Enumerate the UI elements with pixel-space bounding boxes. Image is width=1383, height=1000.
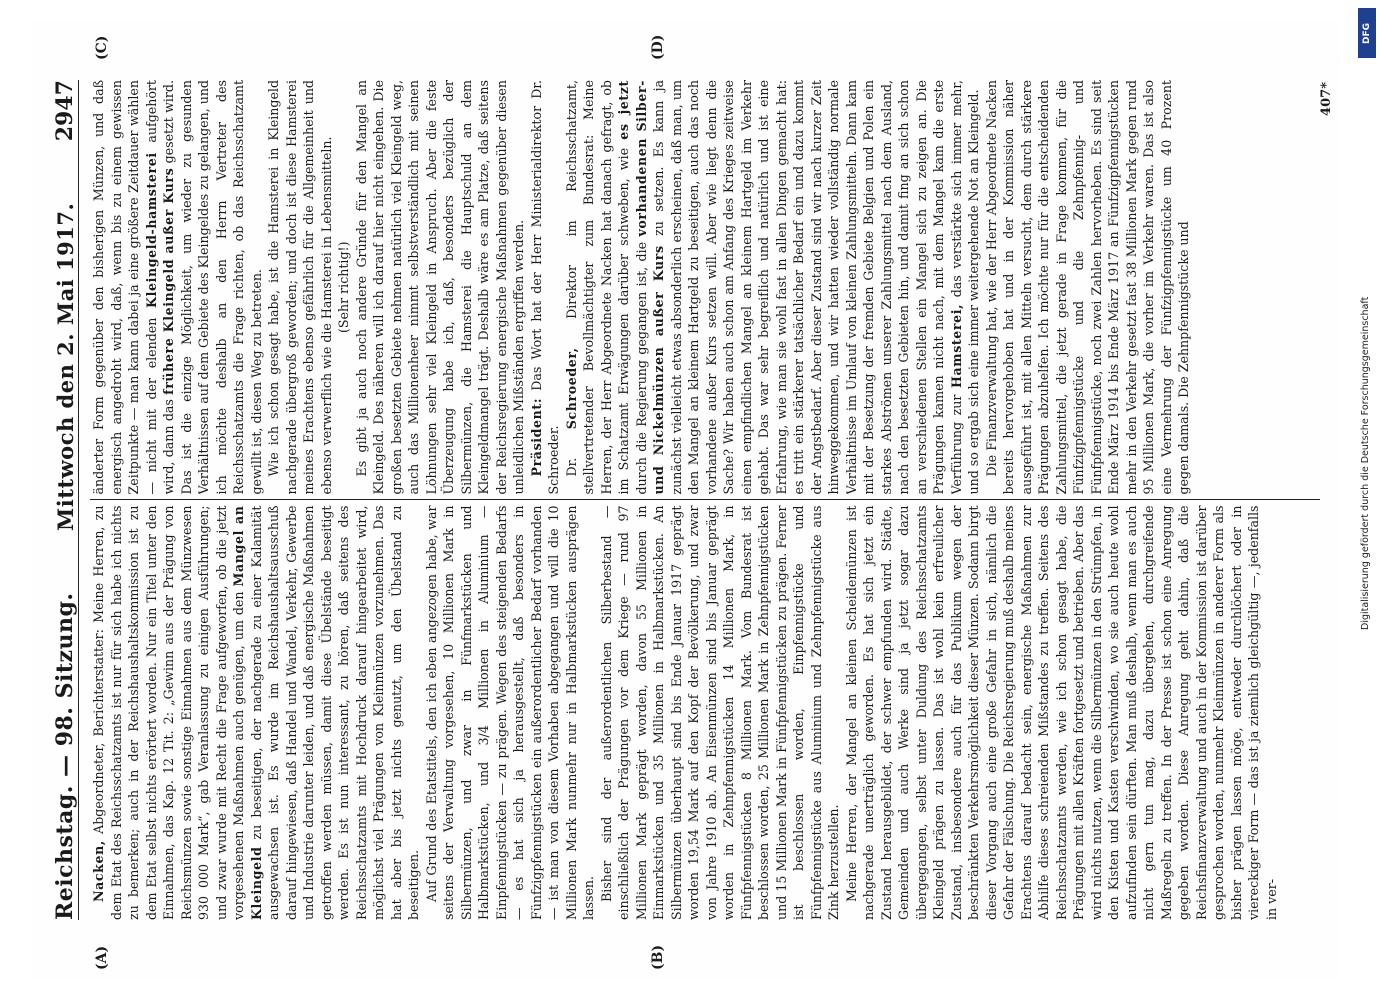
paragraph-text: Das Wort hat der Herr Ministerialdirektor Dr. Schroeder. — [528, 80, 561, 495]
paragraph-text: das verstärkte sich immer mehr, und so ergab sich eine immer weitergehende Not an Kleingeld. — [948, 80, 981, 495]
header-left: Reichstag. — 98. Sitzung. — [52, 592, 78, 920]
column-divider — [90, 500, 1320, 501]
paragraph-text: zu setzen. Es kann ja zunächst vielleicht etwas absonderlich erscheinen, daß man, um den Mangel an kleinem Hartgeld zu beseitigen, auch das noch vorhandene außer Kurs setzen will. Aber wie liegt denn die Sache? Wir haben auch schon am Anfang des Krieges zeitweise einen empfindlichen Mangel an kleinem Hartgeld im Verkehr gehabt. Das war sehr begreiflich und natürlich und ist eine Erfahrung, wie man sie wohl fast in allen Dingen gemacht hat: es tritt ein stärkerer tatsächlicher Bedarf ein und dazu kommt der Angstbedarf. Aber dieser Zustand sind wir nach kurzer Zeit hinweggekommen, und wir hatten wieder vollständig normale Verhältnisse im Umlauf von kleinen Zahlungsmitteln. Dann kam mit der Besetzung der fremden Gebiete Belgien und Polen ein starkes Abströmen unserer Zahlungsmittel nach dem Ausland, nach den besetzten Gebieten hin, und damit fing an sich schon an verschiedenen Stellen ein Mangel sich zu zeigen an. Die Prägungen kamen nicht nach, mit dem Mangel kam die erste Verführung zur — [651, 80, 964, 495]
paragraph-text: durch die Regierung gegangen ist, die — [633, 236, 649, 495]
margin-marker-c: (C) — [94, 35, 110, 60]
emphasis: Hamsterei, — [948, 303, 964, 388]
paragraph: Es gibt ja auch noch andere Gründe für den Mangel an Kleingeld. Des näheren will ich darauf hier nicht eingehen. Die großen besetzten Gebiete nehmen natürlich viel Kleingeld weg, auch das Millionenheer nimmt selbstverständlich mit seinen Löhnungen sehr viel Kleingeld in Anspruch. Aber die feste Überzeugung habe ich, daß, besonders bezüglich der Silbermünzen, die Hamsterei die Hauptschuld an dem Kleingeldmangel trägt. Deshalb wäre es am Platze, daß seitens der Reichsregierung energische Maßnahmen gegenüber diesen unleidlichen Mißständen ergriffen werden. — [353, 80, 526, 495]
paragraph-text: zu beseitigen, der nachgerade zu einer Kalamität ausgewachsen ist. Es wurde im Reichshaushaltsausschuß darauf hingewiesen, daß Handel und Wandel, Verkehr, Gewerbe und Industrie darunter leiden, und daß energische Maßnahmen getroffen werden müssen, damit diese Übelstände beseitigt werden. Es ist nun interessant, zu hören, daß seitens des Reichsschatzamts mit Hochdruck darauf hingearbeitet wird, möglichst viel Prägungen von Kleinmünzen vorzunehmen. Das hat aber bis jetzt nichts genutzt, um den Übelstand zu beseitigen. — [248, 505, 421, 920]
emphasis: frühere Kleingeld außer Kurs — [161, 167, 176, 395]
paragraph: Bisher sind der außerordentlichen Silberbestand — einschließlich der Prägungen vor dem Kriege — rund 97 Millionen Mark geprägt worden, davon 55 Millionen in Einmarkstücken und 35 Millionen in Halbmarkstücken. An Silbermünzen überhaupt sind bis Ende Januar 1917 geprägt worden 19,54 Mark auf den Kopf der Bevölkerung, und zwar von Jahre 1910 ab. An Eisenmünzen sind bis Januar geprägt worden in Zehnpfennigstücken 14 Millionen Mark, in Fünfpfennigstücken 8 Millionen Mark. Vom Bundesrat ist beschlossen worden, 25 Millionen Mark in Zehnpfennigstücken und 15 Millionen Mark in Fünfpfennigstücken zu prägen. Ferner ist beschlossen worden, Einpfennigstücke und Fünfpfennigstücke aus Aluminium und Zehnpfennigstücke aus Zink herzustellen. — [598, 505, 841, 920]
paragraph-text: änderter Form gegenüber den bisherigen Münzen, und daß energisch angedroht wird, daß, wenn bis zu einem gewissen Zeitpunkte — man kann dabei ja eine größere Zeitdauer wählen — nicht mit der elenden — [91, 80, 159, 495]
speaker-name: Schroeder, — [563, 347, 579, 430]
speaker-name: Nacken, — [91, 840, 106, 902]
page-number: 2947 — [52, 80, 78, 142]
digitization-stamp — [1350, 0, 1383, 1000]
left-column — [90, 506, 1320, 921]
paragraph-text: Dr. — [563, 429, 579, 477]
text-columns — [90, 80, 1320, 920]
digitization-credit: Digitalisierung gefördert durch die Deutsche Forschungsgemeinschaft — [1360, 296, 1371, 630]
footer-signature: 407* — [1319, 82, 1334, 116]
emphasis: Kleingeld-hamsterei — [143, 152, 159, 308]
paragraph: Die Finanzverwaltung hat, wie der Herr Abgeordnete Nacken bereits hervorgehoben hat und in der Kommission näher ausgeführt ist, mit allen Mitteln versucht, dem durch stärkere Prägungen abzuhelfen. Ich möchte nur für die entscheidenden Zahlungsmittel, die jetzt gerade in Frage kommen, für die Fünfzigpfennigstücke und die Zehnpfennig- und Fünfpfennigstücke, noch zwei Zahlen hervorheben. Es sind seit Ende März 1914 bis Ende März 1917 an Fünfzigpfennigstücken mehr in den Verkehr gesetzt fast 38 Millionen Mark gegen rund 95 Millionen Mark, die vorher im Verkehr waren. Das ist also eine Vermehrung der Fünfzigpfennigstücke um 40 Prozent gegen damals. Die Zehnpfennigstücke und — [983, 80, 1191, 495]
margin-marker-d: (D) — [650, 34, 666, 60]
paragraph — [90, 506, 423, 921]
margin-marker-b: (B) — [650, 944, 666, 970]
paragraph: Meine Herren, der Mangel an kleinen Scheidemünzen ist nachgerade unerträglich geworden. Es hat sich jetzt ein Zustand herausgebildet, der schwer empfunden wird. Städte, Gemeinden und auch Werke sind ja jetzt sogar dazu übergegangen, selbst unter Duldung des Reichsschatzamts Kleingeld prägen zu lassen. Das ist wohl kein erfreulicher Zustand, insbesondere auch für das Publikum wegen der beschränkten Verkehrsmöglichkeit dieser Münzen. Sodann birgt dieser Vorgang auch eine große Gefahr in sich, nämlich die Gefahr der Fälschung. Die Reichsregierung muß deshalb meines Erachtens darauf bedacht sein, energische Maßnahmen zur Abhilfe dieses schreienden Mißstandes zu treffen. Seitens des Reichsschatzamts werden, wie ich schon gesagt habe, die Prägungen mit allen Kräften fortgesetzt und betrieben. Aber das wird nichts nutzen, wenn die Silbermünzen in den Strümpfen, in den Kisten und Kasten verschwinden, wo sie auch heute wohl aufzufinden sein dürften. Man muß deshalb, wenn man es auch nicht gern tun mag, dazu übergehen, durchgreifende Maßregeln zu treffen. In der Presse ist schon eine Anregung gegeben worden. Diese Anregung geht dahin, daß die Reichsfinanzverwaltung und auch in der Kommission ist darüber gesprochen worden, nunmehr Kleinmünzen in anderer Form als bisher prägen lassen möge, entweder durchlöchert oder in viereckiger Form — das ist ja ziemlich gleichgültig —, jedenfalls in ver- — [843, 505, 1279, 920]
paragraph-text: Direktor im Reichsschatzamt, stellvertretender Bevollmächtigter zum Bundesrat: Meine Herren, der Herr Abgeordnete Nacken hat danach gefragt, ob im Schatzamt Erwägungen darüber schweben, wie — [563, 80, 631, 495]
emphasis: Mangel an Kleingeld — [231, 505, 264, 920]
paragraph-text: gesetzt wird. Das ist die einzige Möglichkeit, um wieder zu gesunden Verhältnissen auf dem Gebiete des Kleingeldes zu gelangen, und ich möchte deshalb an den Herrn Vertreter des Reichsschatzamts die Frage richten, ob das Reichsschatzamt gewillt ist, diesen Weg zu betreten. — [161, 80, 264, 495]
margin-marker-a: (A) — [94, 945, 110, 970]
header-date: Mittwoch den 2. Mai 1917. — [53, 202, 78, 532]
right-column — [90, 80, 1320, 495]
paragraph — [528, 80, 563, 495]
page-header — [48, 80, 79, 920]
speaker-name: Präsident: — [528, 397, 544, 477]
interjection: (Sehr richtig!) — [336, 241, 351, 333]
dfg-logo: DFG — [1358, 8, 1376, 58]
paragraph-text: Abgeordneter, Berichterstatter: Meine Herren, zu dem Etat des Reichsschatzamts ist nur für sich habe ich nichts zu bemerken; auch in der Reichshaushaltskommission ist zu dem Etat selbst nichts erörtert worden. Nur ein Titel unter den Einnahmen, das Kap. 12 Tit. 2: „Gewinn aus der Prägung von Reichsmünzen sowie sonstige Einnahmen aus dem Münzwesen 930 000 Mark“, gab Veranlassung zu einigen Ausführungen; und zwar wurde mit Recht die Frage aufgeworfen, ob die jetzt vorgesehenen Maßnahmen auch genügen, um den — [91, 505, 246, 920]
emphasis: vorhandenen Silber- und Nickelmünzen außer Kurs — [633, 80, 666, 495]
document-page — [30, 20, 1340, 980]
paragraph: Auf Grund des Etatstitels, den ich eben angezogen habe, war seitens der Verwaltung vorgesehen, 10 Millionen Mark in Silbermünzen, und zwar in Fünfmarkstücken und Halbmarkstücken, und 3/4 Millionen in Aluminium — Einpfennigstücken — zu prägen. Wegen des steigenden Bedarfs — es hat sich ja herausgestellt, daß besonders in Fünfzigpfennigstücken ein außerordentlicher Bedarf vorhanden — ist man von diesem Vorhaben abgegangen und will die 10 Millionen Mark nunmehr nur in Halbmarkstücken ausprägen lassen. — [423, 505, 596, 920]
paragraph — [563, 80, 983, 495]
paragraph — [90, 80, 265, 495]
paragraph: Wie ich schon gesagt habe, ist die Hamsterei in Kleingeld nachgerade übergroß geworden; und doch ist diese Hamsterei meines Erachtens ebenso gefährlich für die Allgemeinheit und ebenso verwerflich wie die Hamsterei in Lebensmitteln. — [266, 80, 334, 495]
paragraph-text: aufgehört wird, dann das — [143, 80, 176, 495]
emphasis: es jetzt — [616, 80, 631, 140]
